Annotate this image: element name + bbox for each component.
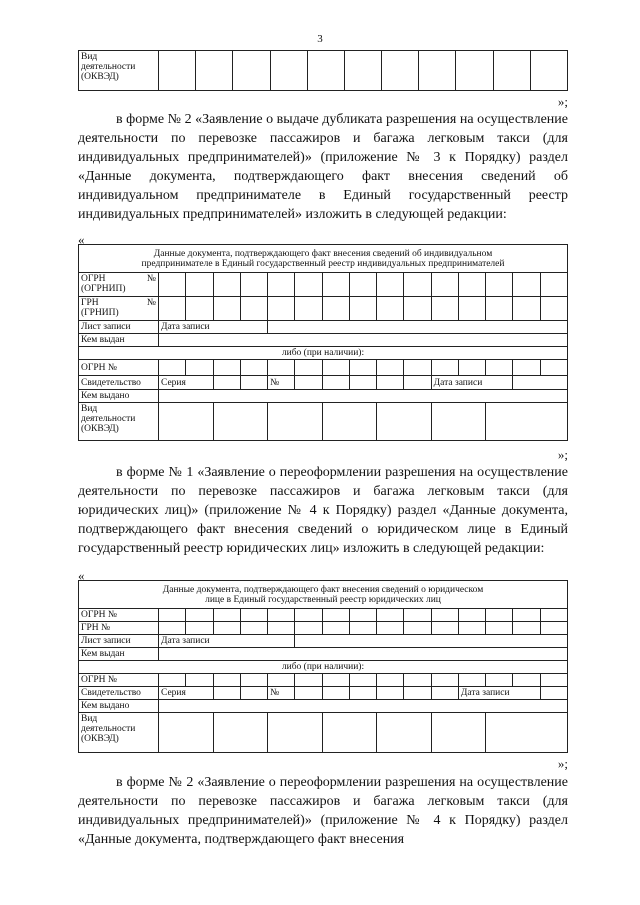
okved-cell[interactable] [322,403,377,441]
okved-cell[interactable] [456,51,493,91]
ogrn-alt-cell[interactable] [213,360,240,376]
okved-cell[interactable] [213,713,268,753]
ogrnip-row [79,273,568,297]
issued-by-label: Кем выдано [79,700,159,713]
okved-cell[interactable] [233,51,270,91]
ogrn-alt-cell[interactable] [431,674,458,687]
okved-cell[interactable] [377,403,432,441]
record-date-label: Дата записи [159,321,268,334]
grnip-cell[interactable] [377,297,404,321]
close-quote: »; [557,447,568,462]
grnip-row [79,297,568,321]
grnip-cell[interactable] [213,297,240,321]
issuer-field[interactable] [159,648,568,661]
or-if-available-label: либо (при наличии): [79,347,568,360]
okved-cell[interactable] [159,51,196,91]
ogrnip-cell[interactable] [513,273,540,297]
record-date-label: Дата записи [159,635,295,648]
number-cell[interactable] [322,687,349,700]
ogrnip-cell[interactable] [540,273,567,297]
ogrn-alt-label: ОГРН № [79,674,159,687]
series-label: Серия [159,376,214,390]
grn-cell[interactable] [458,622,485,635]
number-cell[interactable] [349,687,376,700]
ogrnip-cell[interactable] [349,273,376,297]
ogrn-alt-cell[interactable] [213,674,240,687]
cert-date-label: Дата записи [458,687,540,700]
number-cell[interactable] [377,687,404,700]
ogrnip-cell[interactable] [377,273,404,297]
activity-label: Вид деятельности (ОКВЭД) [79,403,159,441]
okved-cell[interactable] [268,713,323,753]
ogrn-cell[interactable] [213,609,240,622]
grnip-cell[interactable] [186,297,213,321]
ogrnip-cell[interactable] [404,273,431,297]
grnip-cell[interactable] [349,297,376,321]
number-cell[interactable] [295,376,322,390]
ogrn-alt-cell[interactable] [186,674,213,687]
grnip-cell[interactable] [513,297,540,321]
issued-by-label: Кем выдано [79,390,159,403]
grn-cell[interactable] [349,622,376,635]
cert-date-field[interactable] [513,376,568,390]
grnip-cell[interactable] [295,297,322,321]
ogrn-alt-cell[interactable] [458,674,485,687]
cert-date-field[interactable] [540,687,567,700]
ogrnip-label: ОГРН № (ОГРНИП) [79,273,159,297]
paragraph-2: в форме № 1 «Заявление о переоформлении разрешения на осуществление деятельности по перевозке пассажиров и багажа легковым такси (для юридических лиц)» (приложение № 4 к Порядку) раздел «Данные документа, подтверждающего факт внесения сведений о юридическом лице в Единый государственный реестр юридических лиц» изложить в следующей редакции: [78,465,568,556]
ogrn-alt-cell[interactable] [268,360,295,376]
ogrn-cell[interactable] [431,609,458,622]
grn-cell[interactable] [213,622,240,635]
grn-cell[interactable] [295,622,322,635]
ogrn-row [79,609,568,622]
okved-cell[interactable] [268,403,323,441]
ogrn-cell[interactable] [540,609,567,622]
grnip-cell[interactable] [458,297,485,321]
activity-label: Вид деятельности (ОКВЭД) [79,51,159,91]
number-label: № [268,376,295,390]
sheet-row [79,635,568,648]
ogrn-alt-cell[interactable] [513,674,540,687]
okved-cell[interactable] [322,713,377,753]
ogrnip-cell[interactable] [486,273,513,297]
ogrn-alt-cell[interactable] [322,674,349,687]
ogrn-cell[interactable] [159,609,186,622]
grnip-cell[interactable] [159,297,186,321]
activity-table-top [78,50,568,91]
grn-row [79,622,568,635]
ogrnip-cell[interactable] [268,273,295,297]
grn-cell[interactable] [186,622,213,635]
activity-row [79,713,568,753]
grnip-label: ГРН № (ГРНИП) [79,297,159,321]
ogrnip-cell[interactable] [458,273,485,297]
sheet-label: Лист записи [79,635,159,648]
okved-cell[interactable] [419,51,456,91]
open-quote: « [78,232,85,247]
number-label: № [268,687,295,700]
or-if-available-label: либо (при наличии): [79,661,568,674]
ogrn-alt-row [79,674,568,687]
grn-cell[interactable] [377,622,404,635]
ogrn-alt-cell[interactable] [486,360,513,376]
paragraph-3: в форме № 2 «Заявление о переоформлении разрешения на осуществление деятельности по перевозке пассажиров и багажа легковым такси (для индивидуальных предпринимателей)» (приложение № 4 к Порядку) раздел «Данные документа, подтверждающего факт внесения [78,775,568,847]
number-cell[interactable] [404,376,431,390]
issuer-field[interactable] [159,334,568,347]
ogrn-cell[interactable] [186,609,213,622]
series-cell[interactable] [213,687,240,700]
ogrn-alt-label: ОГРН № [79,360,159,376]
activity-row [79,51,568,91]
ogrn-alt-cell[interactable] [404,674,431,687]
series-cell[interactable] [240,376,267,390]
issued-by-row [79,390,568,403]
sheet-label: Лист записи [79,321,159,334]
issuer-label: Кем выдан [79,648,159,661]
okved-cell[interactable] [530,51,567,91]
okved-cell[interactable] [486,713,568,753]
ogrn-alt-cell[interactable] [240,360,267,376]
ogrn-alt-cell[interactable] [349,360,376,376]
grnip-cell[interactable] [486,297,513,321]
ogrn-alt-cell[interactable] [404,360,431,376]
certificate-row [79,376,568,390]
ogrnip-cell[interactable] [213,273,240,297]
okved-cell[interactable] [159,713,214,753]
ogrn-cell[interactable] [240,609,267,622]
close-quote: »; [557,94,568,109]
ogrn-alt-cell[interactable] [159,360,186,376]
okved-cell[interactable] [270,51,307,91]
number-cell[interactable] [295,687,322,700]
ogrn-alt-cell[interactable] [540,674,567,687]
grnip-cell[interactable] [322,297,349,321]
okved-cell[interactable] [431,403,486,441]
okved-cell[interactable] [377,713,432,753]
record-date-field[interactable] [295,635,568,648]
ogrn-alt-cell[interactable] [186,360,213,376]
ogrn-alt-cell[interactable] [268,674,295,687]
ul-register-table [78,580,568,753]
close-quote: »; [557,756,568,771]
record-date-field[interactable] [268,321,568,334]
open-quote: « [78,568,85,583]
ogrn-cell[interactable] [377,609,404,622]
issuer-label: Кем выдан [79,334,159,347]
ogrnip-cell[interactable] [295,273,322,297]
ogrn-alt-cell[interactable] [349,674,376,687]
ogrn-cell[interactable] [268,609,295,622]
grnip-cell[interactable] [540,297,567,321]
grn-cell[interactable] [159,622,186,635]
grn-label: ГРН № [79,622,159,635]
ogrn-alt-cell[interactable] [458,360,485,376]
ogrn-cell[interactable] [486,609,513,622]
series-label: Серия [159,687,214,700]
activity-label: Вид деятельности (ОКВЭД) [79,713,159,753]
ogrn-alt-cell[interactable] [240,674,267,687]
ogrn-alt-cell[interactable] [431,360,458,376]
ogrn-cell[interactable] [458,609,485,622]
okved-cell[interactable] [159,403,214,441]
grn-cell[interactable] [486,622,513,635]
ogrn-cell[interactable] [322,609,349,622]
grnip-cell[interactable] [268,297,295,321]
page-number: 3 [317,33,323,45]
grnip-cell[interactable] [240,297,267,321]
okved-cell[interactable] [307,51,344,91]
paragraph-1: в форме № 2 «Заявление о выдаче дубликата разрешения на осуществление деятельности по перевозке пассажиров и багажа легковым такси (для индивидуальных предпринимателей)» (приложение № 3 к Порядку) раздел «Данные документа, подтверждающего факт внесения сведений об индивидуальном предпринимателе в Единый государственный реестр индивидуальных предпринимателей» изложить в следующей редакции: [78,112,568,222]
ogrn-alt-cell[interactable] [486,674,513,687]
ogrnip-cell[interactable] [240,273,267,297]
ogrn-alt-cell[interactable] [377,360,404,376]
issued-by-field[interactable] [159,390,568,403]
certificate-row [79,687,568,700]
ogrn-cell[interactable] [404,609,431,622]
ogrn-alt-cell[interactable] [295,674,322,687]
okved-cell[interactable] [486,403,568,441]
sheet-row [79,321,568,334]
certificate-label: Свидетельство [79,376,159,390]
ogrn-alt-cell[interactable] [377,674,404,687]
number-cell[interactable] [349,376,376,390]
grn-cell[interactable] [431,622,458,635]
ogrnip-cell[interactable] [186,273,213,297]
grn-cell[interactable] [268,622,295,635]
number-cell[interactable] [404,687,431,700]
series-cell[interactable] [240,687,267,700]
ogrn-alt-cell[interactable] [295,360,322,376]
cert-date-label: Дата записи [431,376,513,390]
number-cell[interactable] [377,376,404,390]
grn-cell[interactable] [240,622,267,635]
okved-cell[interactable] [196,51,233,91]
ogrnip-cell[interactable] [159,273,186,297]
grn-cell[interactable] [513,622,540,635]
activity-row [79,403,568,441]
okved-cell[interactable] [344,51,381,91]
ogrn-alt-cell[interactable] [322,360,349,376]
ogrn-alt-cell[interactable] [540,360,567,376]
issuer-row [79,648,568,661]
grnip-cell[interactable] [404,297,431,321]
certificate-label: Свидетельство [79,687,159,700]
series-cell[interactable] [213,376,240,390]
grn-cell[interactable] [540,622,567,635]
ogrnip-cell[interactable] [322,273,349,297]
grn-cell[interactable] [322,622,349,635]
ogrn-alt-cell[interactable] [513,360,540,376]
issued-by-field[interactable] [159,700,568,713]
okved-cell[interactable] [493,51,530,91]
ogrn-alt-cell[interactable] [159,674,186,687]
okved-cell[interactable] [382,51,419,91]
number-cell[interactable] [322,376,349,390]
ogrn-alt-row [79,360,568,376]
issued-by-row [79,700,568,713]
table-title: Данные документа, подтверждающего факт внесения сведений об индивидуальном предпринимателе в Единый государственный реестр индивидуальных предпринимателей [79,245,568,273]
ip-register-table [78,244,568,441]
okved-cell[interactable] [213,403,268,441]
ogrnip-cell[interactable] [431,273,458,297]
table-title: Данные документа, подтверждающего факт внесения сведений о юридическом лице в Единый государственный реестр юридических лиц [79,581,568,609]
ogrn-cell[interactable] [295,609,322,622]
ogrn-label: ОГРН № [79,609,159,622]
ogrn-cell[interactable] [513,609,540,622]
ogrn-cell[interactable] [349,609,376,622]
okved-cell[interactable] [431,713,486,753]
issuer-row [79,334,568,347]
grnip-cell[interactable] [431,297,458,321]
grn-cell[interactable] [404,622,431,635]
number-cell[interactable] [431,687,458,700]
